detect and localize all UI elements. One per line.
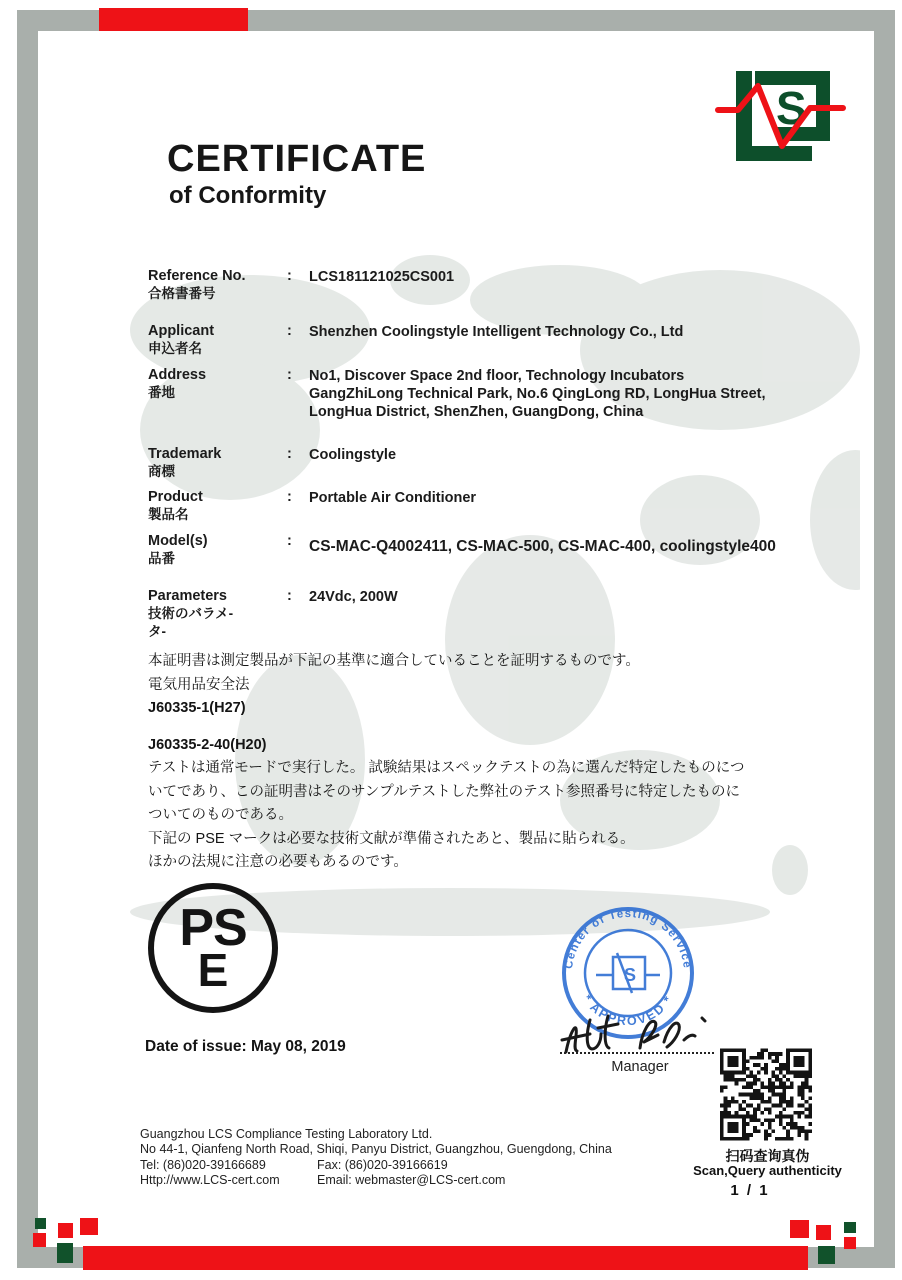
page-number: 1 / 1 — [730, 1182, 770, 1199]
colon: : — [287, 268, 292, 284]
colon: : — [287, 446, 292, 462]
lcs-logo — [712, 64, 884, 172]
field-label: Model(s) — [148, 533, 208, 549]
field-label: Product — [148, 489, 203, 505]
standard-2: J60335-2-40(H20) — [148, 736, 267, 753]
field-label: Parameters — [148, 588, 227, 604]
manager-signature — [556, 1006, 724, 1058]
field-label: Reference No. — [148, 268, 246, 284]
field-label-jp: 製品名 — [148, 507, 189, 522]
bottom-left-green-tab — [57, 1243, 73, 1263]
standard-1: J60335-1(H27) — [148, 700, 246, 716]
field-label: Address — [148, 367, 207, 383]
qr-caption-cn: 扫码查询真伪 — [725, 1148, 810, 1164]
field-value: LCS181121025CS001 — [309, 269, 455, 285]
manager-label: Manager — [611, 1059, 669, 1075]
lab-fax: Fax: (86)020-39166619 — [317, 1157, 448, 1172]
field-row-trademark — [148, 446, 808, 480]
field-label-jp: 申込者名 — [148, 341, 202, 356]
colon: : — [287, 323, 292, 339]
field-label-jp: 技術のバラメ- — [148, 606, 234, 621]
colon: : — [287, 588, 292, 604]
field-label-jp: 商標 — [148, 464, 175, 479]
pse-mark-ps: PS — [179, 899, 247, 957]
field-label-jp2: タ- — [148, 624, 166, 639]
field-row-address — [148, 367, 808, 421]
field-value: 24Vdc, 200W — [309, 589, 398, 605]
statement-line: ついてのものである。 — [148, 807, 293, 823]
statement-line: いてであり、この証明書はそのサンプルテストした弊社のテスト参照番号に特定したものに — [148, 783, 741, 800]
field-value: Coolingstyle — [309, 447, 397, 463]
statement-line: 下記の PSE マークは必要な技術文献が準備されたあと、製品に貼られる。 — [148, 830, 635, 847]
top-red-accent — [99, 8, 248, 31]
qr-code — [720, 1046, 812, 1143]
br-green-square — [844, 1222, 856, 1233]
statement-line: 本証明書は測定製品が下記の基準に適合していることを証明するものです。 — [148, 653, 640, 669]
colon: : — [287, 489, 292, 505]
date-of-issue: Date of issue: May 08, 2019 — [145, 1038, 346, 1055]
statement-line: テストは通常モードで実行した。 試験結果はスペックテストの為に選んだ特定したものにつ — [148, 760, 745, 776]
address-line-3: LongHua District, ShenZhen, GuangDong, China — [309, 404, 644, 420]
field-row-applicant — [148, 323, 808, 357]
svg-text:Center of Testing Service — [563, 908, 693, 970]
lab-name: Guangzhou LCS Compliance Testing Laboratory Ltd. — [140, 1127, 433, 1141]
colon: : — [287, 533, 292, 549]
field-label-jp: 品番 — [148, 551, 175, 566]
field-row-reference — [148, 268, 808, 302]
stamp-logo-letter: S — [623, 965, 637, 985]
certificate-title: CERTIFICATE — [167, 138, 427, 180]
stamp-arc-top-text: Center of Testing Service — [563, 907, 693, 970]
field-row-parameters — [148, 588, 808, 640]
bl-red-square-2 — [58, 1223, 73, 1238]
field-value: CS-MAC-Q4002411, CS-MAC-500, CS-MAC-400, coolingstyle400 — [309, 538, 776, 555]
field-value — [309, 367, 808, 421]
field-row-product — [148, 489, 808, 523]
address-line-1: No1, Discover Space 2nd floor, Technology Incubators — [309, 368, 685, 384]
field-value: Shenzhen Coolingstyle Intelligent Technology Co., Ltd — [309, 324, 684, 340]
bottom-red-bar — [83, 1246, 808, 1270]
lab-website: Http://www.LCS-cert.com — [140, 1173, 280, 1188]
field-label-jp: 合格書番号 — [148, 286, 216, 301]
br-red-square-3 — [844, 1237, 856, 1249]
colon: : — [287, 367, 292, 383]
field-value: Portable Air Conditioner — [309, 490, 477, 506]
field-label: Applicant — [148, 323, 215, 339]
lab-address: No 44-1, Qianfeng North Road, Shiqi, Panyu District, Guangzhou, Guengdong, China — [140, 1142, 612, 1157]
bl-green-square — [35, 1218, 46, 1229]
bottom-right-green-tab — [818, 1246, 835, 1264]
signature-dotted-line — [560, 1052, 714, 1054]
br-red-square-1 — [790, 1220, 809, 1238]
certificate-subtitle: of Conformity — [169, 182, 327, 209]
lab-footer — [140, 1127, 612, 1189]
conformity-statement — [148, 650, 808, 875]
statement-line: ほかの法規に注意の必要もあるのです。 — [148, 854, 408, 870]
qr-caption-en: Scan,Query authenticity — [693, 1163, 842, 1178]
pse-mark-e: E — [197, 944, 229, 996]
field-row-models — [148, 533, 808, 567]
pse-mark — [148, 883, 278, 1013]
bl-red-square-3 — [80, 1218, 98, 1235]
logo-letter: S — [776, 82, 807, 134]
lab-email: Email: webmaster@LCS-cert.com — [317, 1173, 506, 1188]
bl-red-square-1 — [33, 1233, 46, 1247]
stamp-arc-bottom-text: * APPROVED * — [579, 992, 677, 1029]
field-label: Trademark — [148, 446, 222, 462]
field-label-jp: 番地 — [148, 385, 175, 400]
statement-line: 電気用品安全法 — [148, 676, 250, 693]
address-line-2: GangZhiLong Technical Park, No.6 QingLong RD, LongHua Street, — [309, 386, 766, 402]
br-red-square-2 — [816, 1225, 831, 1240]
lab-tel: Tel: (86)020-39166689 — [140, 1157, 266, 1172]
